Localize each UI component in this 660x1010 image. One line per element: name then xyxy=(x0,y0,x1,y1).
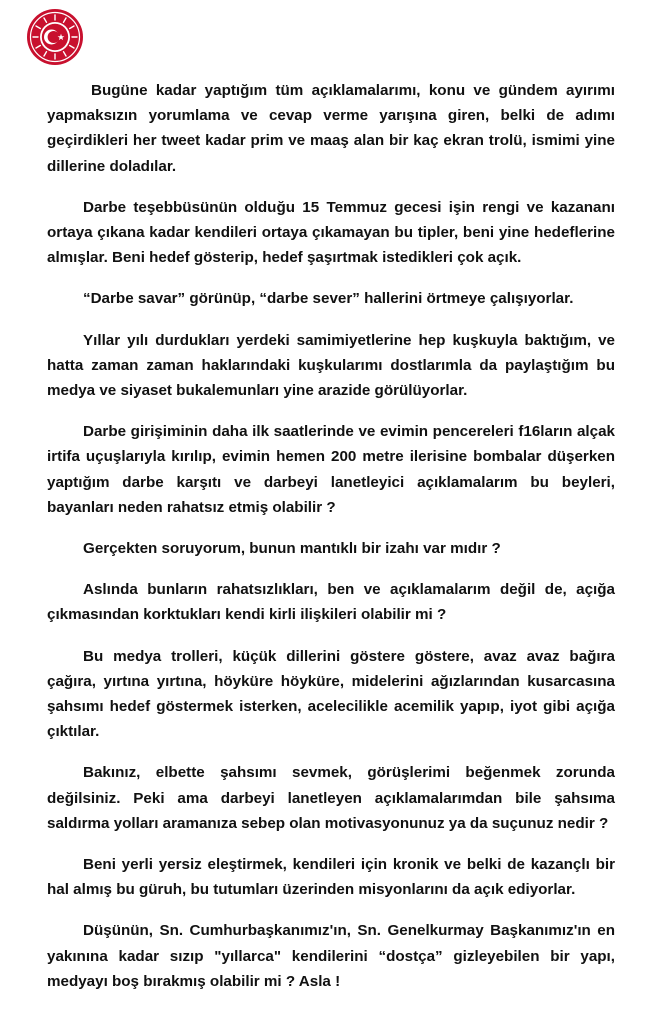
paragraph: Bakınız, elbette şahsımı sevmek, görüşlerimi beğenmek zorunda değilsiniz. Peki ama darbeyi lanetleyen açıklamalarımdan bile şahsıma saldırma yolları aramanıza sebep olan motivasyonunuz ya da suçunuz nedir ? xyxy=(47,764,615,832)
paragraph: Darbe teşebbüsünün olduğu 15 Temmuz gecesi işin rengi ve kazananı ortaya çıkana kadar kendileri ortaya çıkamayan bu tipler, beni yine hedeflerine almışlar. Beni hedef gösterip, hedef şaşırtmak istedikleri çok açık. xyxy=(47,198,615,267)
paragraph: Yıllar yılı durdukları yerdeki samimiyetlerine hep kuşkuyla baktığım, ve hatta zaman zaman haklarındaki kuşkularımı dostlarımla da paylaştığım bu medya ve siyaset bukalemunları yine arazide görülüyorlar. xyxy=(47,331,615,400)
paragraph: Gerçekten soruyorum, bunun mantıklı bir izahı var mıdır ? xyxy=(83,540,501,558)
paragraph: Darbe girişiminin daha ilk saatlerinde ve evimin pencereleri f16ların alçak irtifa uçuşlarıyla kırılıp, evimin hemen 200 metre ilerisine bombalar düşerken yaptığım darbe karşıtı ve darbeyi lanetleyici açıklamalarım bu beyleri, bayanları neden rahatsız etmiş olabilir ? xyxy=(47,423,615,516)
paragraph: Aslında bunların rahatsızlıkları, ben ve açıklamalarım değil de, açığa çıkmasından korktukları kendi kirli ilişkileri olabilir mi ? xyxy=(47,581,615,624)
paragraph: Bu medya trolleri, küçük dillerini göstere göstere, avaz avaz bağıra çağıra, yırtına yırtına, höyküre höyküre, midelerini ağızlarından kusarcasına şahsımı hedef göstermek isterken, acelecilikle acemilik yapıp, iyot gibi açığa çıktılar. xyxy=(47,647,615,741)
paragraph: “Darbe savar” görünüp, “darbe sever” hallerini örtmeye çalışıyorlar. xyxy=(83,290,574,308)
paragraph: Beni yerli yersiz eleştirmek, kendileri için kronik ve belki de kazançlı bir hal almış bu güruh, bu tutumları üzerinden misyonlarını da açık ediyorlar. xyxy=(47,856,615,899)
paragraph: Düşünün, Sn. Cumhurbaşkanımız'ın, Sn. Genelkurmay Başkanımız'ın en yakınına kadar sızıp "yıllarca" kendilerini “dostça” gizleyebilen bir yapı, medyayı boş bırakmış olabilir mi ? Asla ! xyxy=(47,922,615,990)
letter-body xyxy=(47,78,615,1010)
tbmm-emblem-icon xyxy=(26,8,84,66)
paragraph: Bugüne kadar yaptığım tüm açıklamalarımı, konu ve gündem ayırımı yapmaksızın yorumlama ve cevap verme yarışına giren, belki de adımı geçirdikleri her tweet kadar prim ve maaş alan bir kaç ekran trolü, ismimi yine dillerine doladılar. xyxy=(47,82,615,175)
